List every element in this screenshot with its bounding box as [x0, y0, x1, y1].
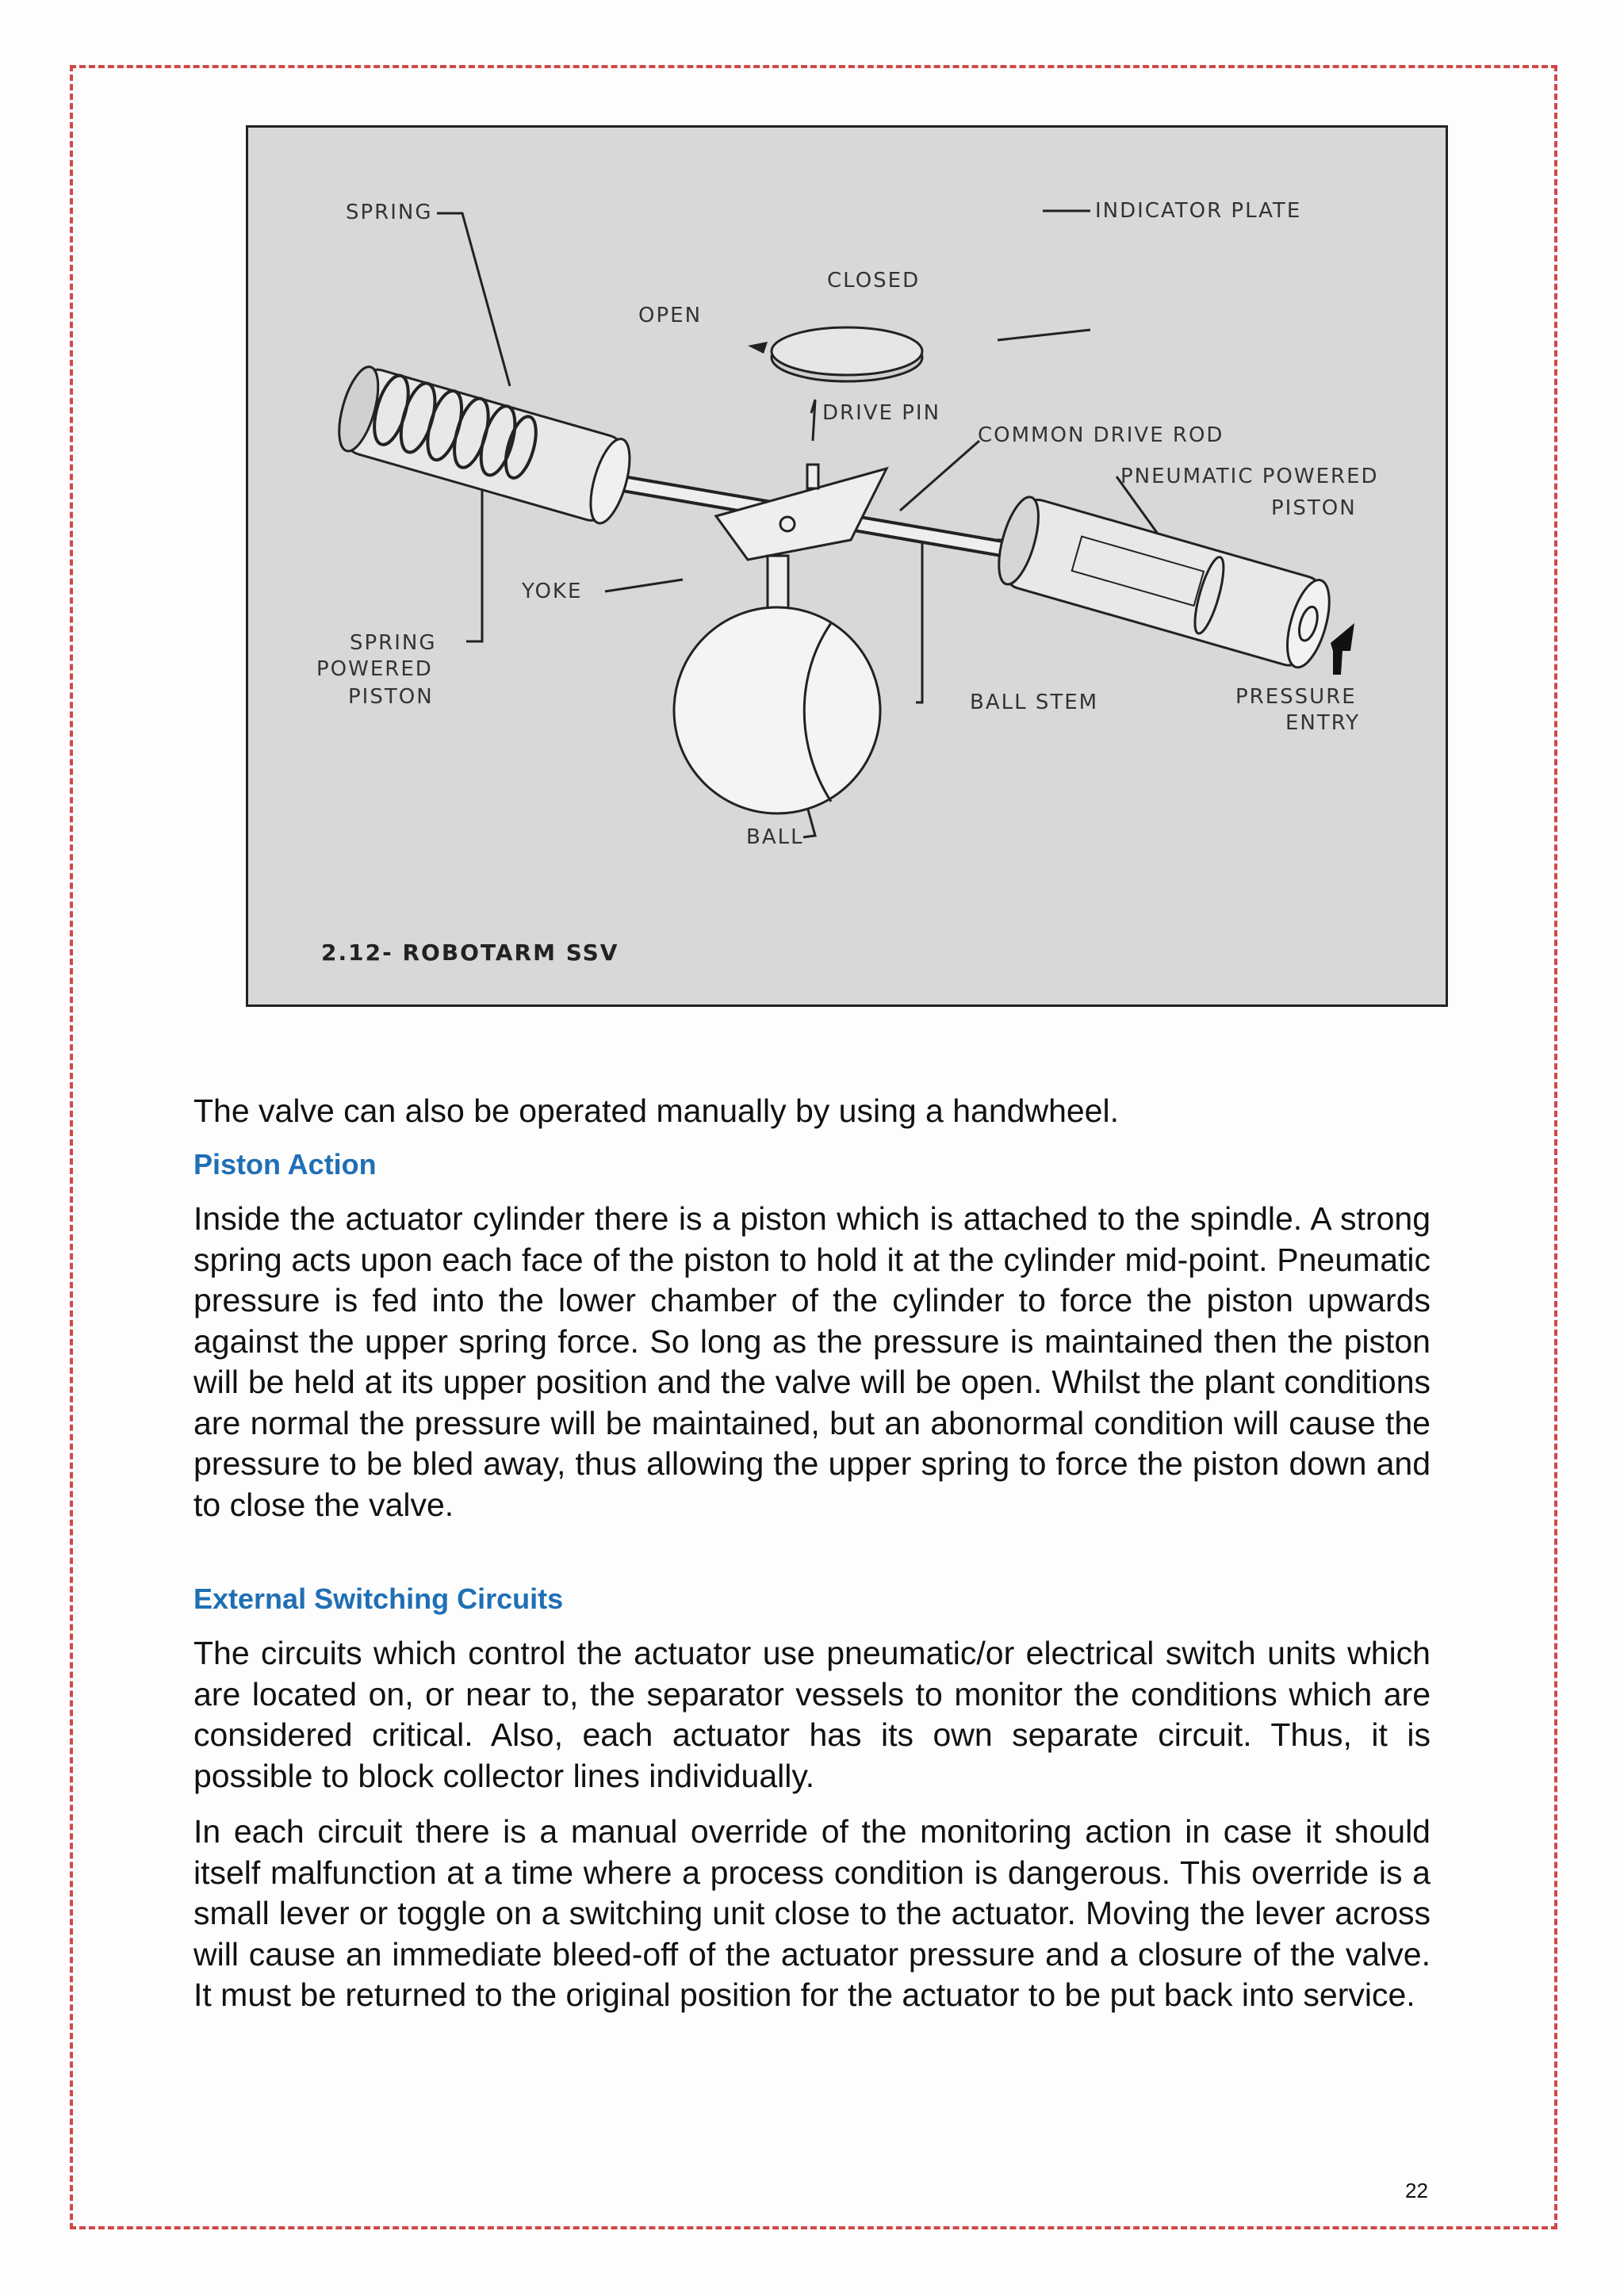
indicator-plate: [748, 327, 922, 381]
paragraph-external-2: In each circuit there is a manual override of the monitoring action in case it should itself malfunction at a time where a process condition is dangerous. This override is a small lever or toggle on a switching unit close to the actuator. Moving the lever across will cause an immediate bleed-off of the actuator pressure and a closure of the valve. It must be returned to the original position for the actuator to be put back into service.: [193, 1813, 1431, 2013]
pressure-arrow-icon: [1331, 623, 1354, 675]
label-pressure: PRESSURE: [1235, 685, 1357, 709]
label-spring-powered-1: SPRING: [350, 631, 437, 655]
label-open: OPEN: [638, 304, 703, 327]
paragraph-piston-action: Inside the actuator cylinder there is a piston which is attached to the spindle. A strong spring acts upon each face of the piston to hold it at the cylinder mid-point. Pneumatic pressure is fed into the lower chamber of the cylinder to force the piston upwards against the upper spring force. So long as the pressure is maintained then the piston will be held at its upper position and the valve will be open. Whilst the plant conditions are normal the pressure will be maintained, but an abonormal condition will cause the pressure to be bled away, thus allowing the upper spring to force the piston down and to close the valve.: [193, 1200, 1431, 1523]
drive-pin-leader: [811, 400, 815, 441]
drive-rod-leader: [900, 441, 979, 511]
spring-cylinder: [331, 362, 638, 527]
intro-paragraph: The valve can also be operated manually by using a handwheel.: [193, 1093, 1119, 1129]
robotarm-ssv-figure: [246, 125, 1448, 1007]
label-yoke: YOKE: [522, 580, 583, 603]
ball: [674, 607, 880, 813]
heading-external-switching: External Switching Circuits: [193, 1582, 564, 1615]
label-drive-pin: DRIVE PIN: [822, 401, 941, 425]
label-indicator-plate: INDICATOR PLATE: [1095, 199, 1302, 223]
heading-piston-action: Piston Action: [193, 1148, 377, 1181]
valve-diagram: [248, 128, 1446, 1004]
label-common-drive-rod: COMMON DRIVE ROD: [978, 423, 1224, 447]
label-spring: SPRING: [346, 201, 433, 224]
yoke: [716, 469, 887, 560]
page-number: 22: [1405, 2179, 1428, 2202]
label-spring-powered-2: POWERED: [316, 657, 433, 681]
label-entry: ENTRY: [1285, 711, 1361, 735]
figure-caption: 2.12- ROBOTARM SSV: [321, 939, 619, 966]
label-pneumatic-powered: PNEUMATIC POWERED: [1120, 465, 1379, 488]
drive-pin: [807, 465, 818, 488]
label-closed: CLOSED: [827, 269, 921, 293]
label-pneumatic-piston: PISTON: [1271, 496, 1357, 520]
spring-leader: [437, 213, 510, 386]
closed-leader: [998, 330, 1090, 340]
label-ball-stem: BALL STEM: [970, 691, 1099, 714]
yoke-leader: [605, 580, 683, 591]
label-spring-powered-3: PISTON: [348, 685, 434, 709]
paragraph-external-1: The circuits which control the actuator use pneumatic/or electrical switch units which are located on, or near to, the separator vessels to monitor the conditions which are considered critical. Also, each actuator has its own separate circuit. Thus, it is possible to block collector lines individually.: [193, 1635, 1431, 1794]
label-ball: BALL: [746, 825, 804, 849]
